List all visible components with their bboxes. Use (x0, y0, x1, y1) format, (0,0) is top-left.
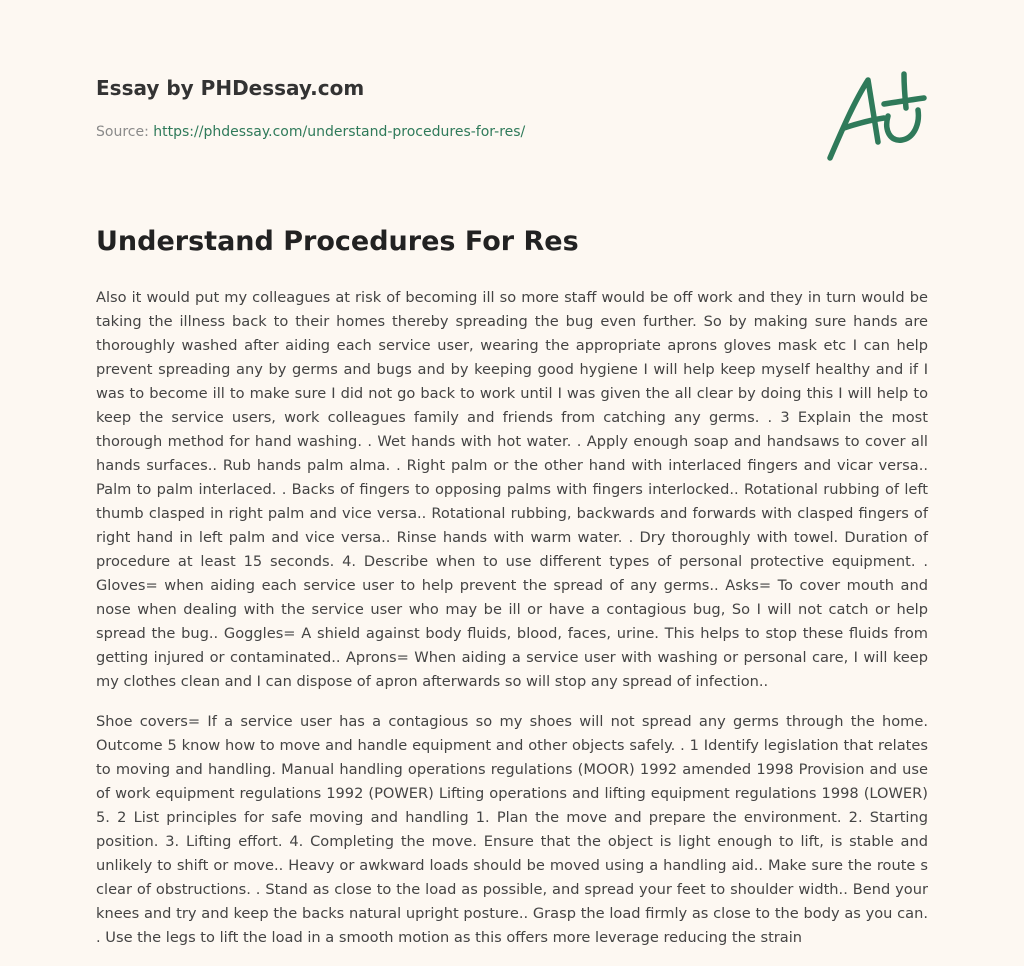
source-label: Source: (96, 124, 154, 140)
site-brand: Essay by PHDessay.com (96, 76, 365, 100)
essay-title: Understand Procedures For Res (96, 226, 579, 257)
essay-paragraph: Also it would put my colleagues at risk of becoming ill so more staff would be off work and they in turn would be taking the illness back to their homes thereby spreading the bug even further. So by making sure hands are thoroughly washed after aiding each service user, wearing the appropriate aprons gloves mask etc I can help prevent spreading any by germs and bugs and by keeping good hygiene I will help keep myself healthy and if I was to become ill to make sure I did not go back to work until I was given the all clear by doing this I will help to keep the service users, work colleagues family and friends from catching any germs. . 3 Explain the most thorough method for hand washing. . Wet hands with hot water. . Apply enough soap and handsaws to cover all hands surfaces.. Rub hands palm alma. . Right palm or the other hand with interlaced fingers and vicar versa.. Palm to palm interlaced. . Backs of fingers to opposing palms with fingers interlocked.. Rotational rubbing of left thumb clasped in right palm and vice versa.. Rotational rubbing, backwards and forwards with clasped fingers of right hand in left palm and vice versa.. Rinse hands with warm water. . Dry thoroughly with towel. Duration of procedure at least 15 seconds. 4. Describe when to use different types of personal protective equipment. . Gloves= when aiding each service user to help prevent the spread of any germs.. Asks= To cover mouth and nose when dealing with the service user who may be ill or have a contagious bug, So I will not catch or help spread the bug.. Goggles= A shield against body fluids, blood, faces, urine. This helps to stop these fluids from getting injured or contaminated.. Aprons= When aiding a service user with washing or personal care, I will keep my clothes clean and I can dispose of apron afterwards so will stop any spread of infection.. (96, 289, 928, 690)
source-line (96, 124, 525, 140)
a-plus-logo (822, 68, 930, 164)
essay-paragraph: Shoe covers= If a service user has a contagious so my shoes will not spread any germs through the home. Outcome 5 know how to move and handle equipment and other objects safely. . 1 Identify legislation that relates to moving and handling. Manual handling operations regulations (MOOR) 1992 amended 1998 Provision and use of work equipment regulations 1992 (POWER) Lifting operations and lifting equipment regulations 1998 (LOWER) 5. 2 List principles for safe moving and handling 1. Plan the move and prepare the environment. 2. Starting position. 3. Lifting effort. 4. Completing the move. Ensure that the object is light enough to lift, is stable and unlikely to shift or move.. Heavy or awkward loads should be moved using a handling aid.. Make sure the route s clear of obstructions. . Stand as close to the load as possible, and spread your feet to shoulder width.. Bend your knees and try and keep the backs natural upright posture.. Grasp the load firmly as close to the body as you can. . Use the legs to lift the load in a smooth motion as this offers more leverage reducing the strain (96, 713, 928, 946)
source-link[interactable]: https://phdessay.com/understand-procedures-for-res/ (153, 124, 526, 140)
essay-body (96, 286, 928, 966)
